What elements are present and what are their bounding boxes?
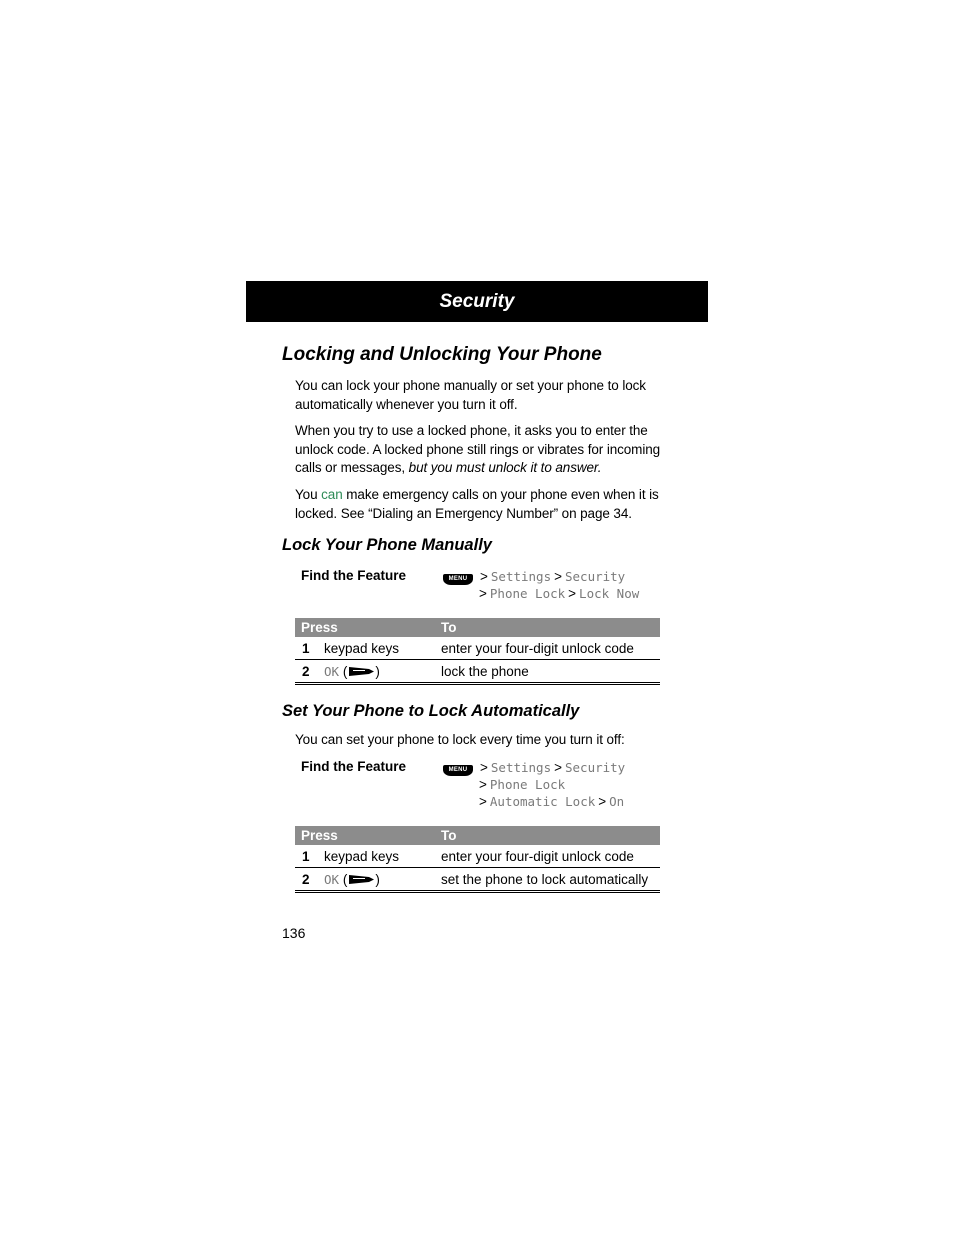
ok-key-label: OK xyxy=(324,871,340,887)
step-press: keypad keys xyxy=(324,845,441,868)
emergency-text-start: You xyxy=(295,487,322,502)
chapter-title: Security xyxy=(439,290,515,312)
section-title: Locking and Unlocking Your Phone xyxy=(282,344,602,365)
path-security: Security xyxy=(565,760,626,775)
paren-open: ( xyxy=(339,871,348,887)
intro-paragraph: You can lock your phone manually or set your phone to lock automatically whenever you turn it off. xyxy=(295,378,646,412)
step-action: enter your four-digit unlock code xyxy=(441,637,660,660)
step-action: set the phone to lock automatically xyxy=(441,868,660,892)
chapter-header xyxy=(246,281,708,322)
path-separator: > xyxy=(479,777,487,792)
path-separator: > xyxy=(598,794,607,809)
find-feature-label: Find the Feature xyxy=(301,568,407,583)
locked-phone-paragraph xyxy=(295,422,665,478)
path-separator: > xyxy=(479,586,487,601)
step-action: lock the phone xyxy=(441,660,660,684)
step-press xyxy=(324,660,441,684)
paren-close: ) xyxy=(375,871,380,887)
manual-lock-heading: Lock Your Phone Manually xyxy=(282,536,492,554)
paren-close: ) xyxy=(375,663,380,679)
step-number: 1 xyxy=(295,637,324,660)
to-column-header: To xyxy=(441,618,660,637)
manual-steps-table xyxy=(295,618,660,685)
emergency-paragraph xyxy=(295,486,665,523)
find-feature-label: Find the Feature xyxy=(301,759,407,774)
auto-menu-path xyxy=(443,759,625,810)
unlock-to-answer-text: but you must unlock it to answer. xyxy=(408,460,602,475)
manual-menu-path xyxy=(443,568,639,602)
menu-key-icon: MENU xyxy=(443,574,473,585)
menu-key-icon: MENU xyxy=(443,765,473,776)
path-settings: Settings xyxy=(490,569,552,584)
path-on: On xyxy=(609,794,625,809)
emergency-text-rest: make emergency calls on your phone even when it is locked. See “Dialing an Emergency Number” on page 34. xyxy=(295,487,659,521)
auto-lock-heading: Set Your Phone to Lock Automatically xyxy=(282,702,580,720)
right-soft-key-icon xyxy=(347,874,375,885)
page-number: 136 xyxy=(282,925,306,941)
path-phone-lock: Phone Lock xyxy=(489,586,566,601)
path-separator: > xyxy=(480,760,488,775)
table-row xyxy=(295,868,660,892)
can-term: can xyxy=(321,487,343,502)
path-separator: > xyxy=(554,760,562,775)
paren-open: ( xyxy=(339,663,348,679)
path-separator: > xyxy=(479,794,487,809)
table-row xyxy=(295,637,660,660)
path-phone-lock: Phone Lock xyxy=(489,777,566,792)
path-lock-now: Lock Now xyxy=(579,586,640,601)
locked-phone-text: When you try to use a locked phone, it asks you to enter the unlock code. A locked phone still rings or vibrates for incoming calls or messages, xyxy=(295,423,661,475)
path-settings: Settings xyxy=(490,760,552,775)
table-row xyxy=(295,845,660,868)
path-separator: > xyxy=(480,569,488,584)
table-row xyxy=(295,660,660,684)
press-column-header: Press xyxy=(295,826,441,845)
step-number: 2 xyxy=(295,868,324,892)
path-automatic-lock: Automatic Lock xyxy=(489,794,596,809)
step-number: 1 xyxy=(295,845,324,868)
auto-steps-table xyxy=(295,826,660,893)
press-column-header: Press xyxy=(295,618,441,637)
path-separator: > xyxy=(568,586,577,601)
step-number: 2 xyxy=(295,660,324,684)
to-column-header: To xyxy=(441,826,660,845)
path-security: Security xyxy=(565,569,626,584)
path-separator: > xyxy=(554,569,562,584)
step-press xyxy=(324,868,441,892)
step-press: keypad keys xyxy=(324,637,441,660)
auto-lock-intro: You can set your phone to lock every time you turn it off: xyxy=(295,732,625,747)
step-action: enter your four-digit unlock code xyxy=(441,845,660,868)
right-soft-key-icon xyxy=(347,666,375,677)
ok-key-label: OK xyxy=(324,663,340,679)
